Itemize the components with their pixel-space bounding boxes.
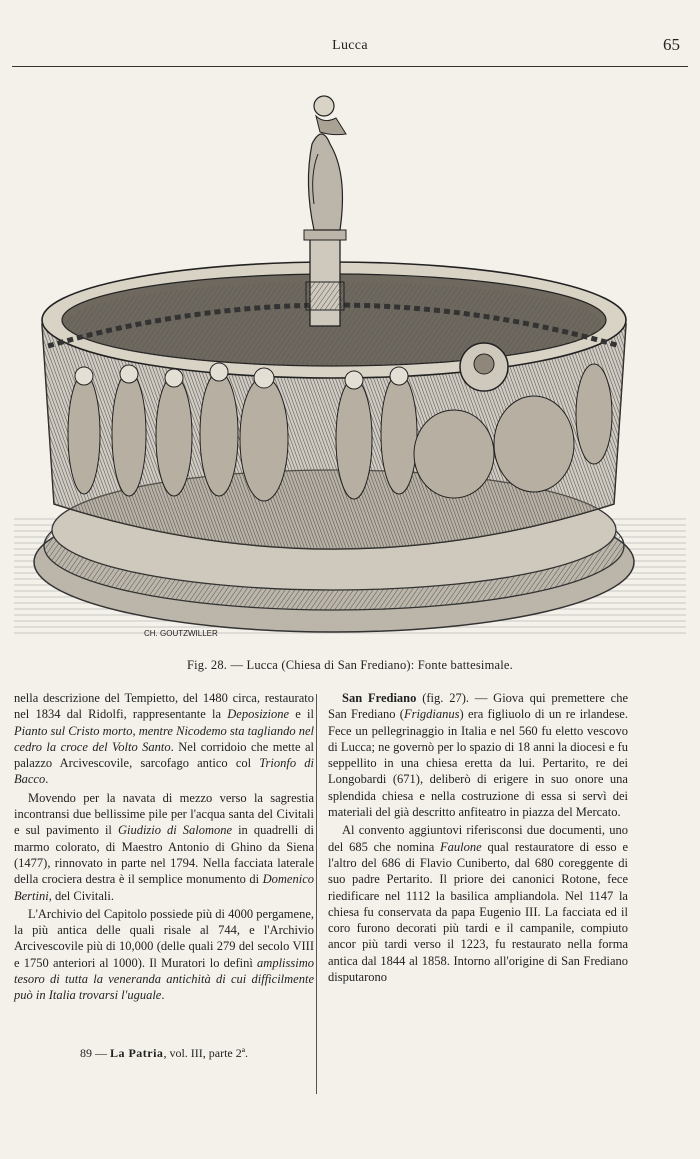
text-run: nella descrizione del Tempietto, del 1480 circa, restaurato nel 1834 dal Ridolfi, rappresentante la — [14, 691, 314, 722]
publication-volume: , vol. III, parte 2ª. — [163, 1046, 249, 1060]
text-run: Frigdianus — [403, 707, 460, 722]
footer-dash: — — [94, 1046, 107, 1060]
text-run: in quadrelli di marmo colorato, di Maestro Antonio di Ghino da Siena (1477), rinnovato in parte nel 1794. Nella facciata laterale della crociera destra è il semplice monumento di — [14, 823, 314, 887]
left-paragraph-3 — [14, 906, 314, 1004]
figure-baptismal-font — [14, 84, 686, 644]
right-column — [328, 690, 628, 987]
baptismal-font-engraving — [14, 84, 686, 644]
signature-line — [14, 1046, 314, 1061]
text-run: . — [161, 988, 165, 1003]
sheet-number: 89 — [79, 1046, 92, 1060]
publication-brand: La Patria — [109, 1046, 164, 1060]
left-paragraph-1 — [14, 690, 314, 788]
engraver-signature: CH. GOUTZWILLER — [144, 629, 218, 638]
text-run: qual restauratore di esso e l'altro del 686 di Flavio Cuniberto, dal 680 coreggente di suo padre Pertarito. Il priore dei canonici Rotone, fece riedificare nel 1112 la basilica ampliandola. Nel 1147 la chiesa fu conservata da papa Eugenio III. La facciata ed il coro furono decorati più tardi e il campanile, compiuto ancor più tardi verso il 1223, fu restaurato nella forma antica dal 1844 al 1858. Intorno all'origine di San Frediano disputarono — [328, 839, 628, 985]
text-run: e il — [289, 707, 314, 722]
text-run: Movendo per la navata di mezzo verso la sagrestia incontransi due bellissime pile per l'acqua santa del Civitali e sul pavimento il — [14, 790, 314, 838]
text-run: Al convento aggiuntovi riferisconsi due documenti, uno del 685 che nomina — [328, 823, 628, 854]
right-paragraph-2 — [328, 822, 628, 985]
text-run: Giudizio di Salomone — [117, 823, 233, 838]
running-title: Lucca — [332, 38, 368, 53]
text-run: Trionfo di Bacco — [14, 756, 314, 787]
text-run: amplissimo tesoro di tutta la veneranda antichità di cui difficilmente può in Italia trovarsi l'uguale — [14, 955, 314, 1003]
text-run: ) era figliuolo di un re irlandese. Fece un pellegrinaggio in Italia e nel 560 fu eletto vescovo di Lucca; ne governò per lo spazio di 18 anni la diocesi e fu seppellito in una chiesa eretta da lui. Pertarito, re dei Longobardi (671), deliberò di erigere in suo onore una splendida chiesa e nella costruzione di essa si servì dei materiali del già descritto anfiteatro in piazza del Mercato. — [328, 707, 628, 820]
text-run: San Frediano — [342, 691, 417, 705]
column-divider — [316, 694, 317, 1094]
text-run: (fig. 27). — Giova qui premettere che San Frediano ( — [328, 691, 628, 722]
running-header — [12, 30, 688, 67]
text-run: L'Archivio del Capitolo possiede più di 4000 pergamene, la più antica delle quali risale al 744, e l'Archivio Arcivescovile più di 10,000 (delle quali 279 del secolo VIII e 1750 anteriori al 1000). Il Muratori lo definì — [14, 906, 314, 970]
text-run: . Nel corridoio che mette al palazzo Arcivescovile, sarcofago antico col — [14, 739, 314, 771]
text-run: , del Civitali. — [48, 888, 114, 903]
page-number: 65 — [663, 35, 680, 54]
right-paragraph-1 — [328, 690, 628, 820]
text-run: Deposizione — [227, 707, 290, 722]
left-paragraph-2 — [14, 790, 314, 904]
text-run: Domenico Bertini — [14, 872, 314, 903]
text-run: Pianto sul Cristo morto, mentre Nicodemo sta tagliando nel cedro la croce del Volto Santo — [14, 723, 314, 754]
text-run: . — [45, 772, 49, 787]
figure-caption: Fig. 28. — Lucca (Chiesa di San Frediano): Fonte battesimale. — [186, 658, 514, 672]
text-run: Faulone — [440, 839, 482, 854]
left-column — [14, 690, 314, 1006]
